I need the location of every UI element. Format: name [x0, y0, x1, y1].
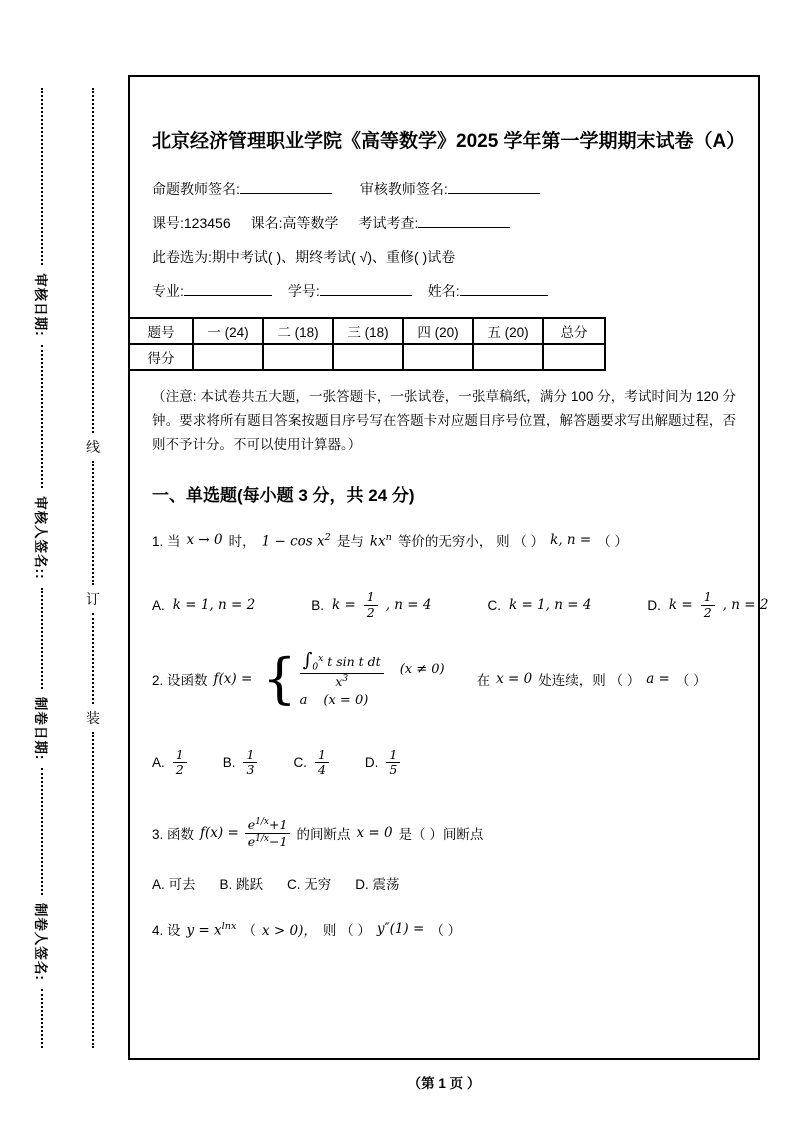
dotted-line: [41, 588, 43, 689]
q2-text: 在: [476, 672, 491, 688]
option-label: A.: [152, 754, 165, 770]
signature-strip-inner: [30, 88, 54, 1048]
dotted-line: [41, 768, 43, 895]
fraction-numerator: 1: [386, 748, 400, 763]
binding-char-ding: 订: [86, 591, 100, 608]
den-tail: −1: [269, 834, 288, 850]
q1-text: 时，: [228, 534, 256, 550]
binding-char-xian: 线: [86, 438, 100, 455]
exam-check-label: 考试考查:: [358, 214, 419, 231]
fraction-numerator: [245, 817, 291, 834]
reviewer-signature-label: 审核人签名::: [33, 496, 48, 580]
q4-text: （: [242, 923, 257, 939]
q4-text: （ ）: [430, 923, 462, 939]
q2-text: 2. 设函数: [152, 672, 208, 688]
q2-math: a =: [646, 670, 670, 687]
case-column: [300, 650, 445, 707]
page-footer: （第 1 页 ）: [407, 1076, 481, 1091]
dotted-line: [41, 989, 43, 1048]
q3-fx: f(x) =: [200, 825, 239, 842]
meta-line-signatures: [152, 179, 736, 199]
q4-math-base: y = x: [186, 922, 222, 939]
q1-text: （ ）: [597, 534, 628, 550]
fraction: [300, 650, 384, 689]
blank-line: [418, 215, 510, 228]
q2-math: x = 0: [496, 670, 533, 687]
q3-text: 是（ ）间断点: [398, 827, 484, 843]
reviewer-signature-label: 审核教师签名:: [359, 180, 448, 197]
option-label: C.: [487, 597, 501, 613]
option-math: k = 1, n = 2: [172, 597, 256, 614]
fraction-numerator: [300, 650, 384, 674]
score-header-cell: 一 (24): [193, 318, 263, 344]
q2-option-c: [293, 748, 328, 778]
fraction-numerator: 1: [243, 748, 257, 763]
blank-line: [460, 283, 548, 296]
q4-math: [187, 921, 237, 939]
dotted-line: [92, 613, 94, 704]
dotted-line: [41, 88, 43, 265]
score-empty-cell: [263, 344, 333, 370]
question-2: [152, 646, 736, 710]
fraction-denominator: [245, 834, 291, 850]
q1-math-base: kx: [369, 533, 386, 550]
meta-line-student: [152, 281, 736, 301]
score-header-cell: 题号: [129, 318, 193, 344]
option-math-pre: k =: [331, 597, 356, 614]
exam-paper: [128, 75, 769, 1060]
score-empty-cell: [193, 344, 263, 370]
fraction: [245, 817, 291, 849]
fraction-numerator: 1: [315, 748, 329, 763]
dotted-line: [92, 732, 94, 1048]
q1-math-sup: n: [385, 531, 392, 543]
fraction-denominator: 2: [366, 604, 375, 620]
integral-sign: ∫: [302, 650, 313, 672]
q1-math: x → 0: [186, 532, 223, 549]
integral-body: t sin t dt: [327, 654, 381, 670]
case-condition: (x ≠ 0): [399, 662, 445, 678]
fraction: [386, 748, 400, 778]
q2-text: （ ）: [675, 672, 707, 688]
dotted-line: [92, 88, 94, 433]
section-1-title: 一、单选题(每小题 3 分，共 24 分): [152, 486, 415, 506]
question-3: [152, 817, 736, 849]
fraction: [243, 748, 257, 778]
integral-upper: x: [318, 654, 324, 665]
den-sup: 1/x: [255, 833, 270, 844]
q1-text: 是与: [336, 534, 364, 550]
paper-title: 北京经济管理职业学院《高等数学》2025 学年第一学期期末试卷（A）: [152, 131, 746, 152]
fraction-denominator: 5: [389, 761, 398, 777]
fraction-denominator: [332, 674, 351, 690]
score-table: [128, 317, 606, 371]
proposer-signature-label: 命题教师签名:: [152, 180, 240, 197]
fraction-numerator: 1: [701, 590, 715, 605]
q4-math: y″(1) =: [376, 921, 425, 938]
course-name-label: 课名:高等数学: [250, 214, 339, 231]
score-empty-cell: [403, 344, 473, 370]
q2-option-d: [365, 748, 400, 778]
num-sup: 1/x: [255, 817, 270, 828]
q4-math-sup: lnx: [221, 920, 237, 932]
option-math-pre: k =: [668, 597, 693, 614]
q1-option-a: [152, 597, 255, 613]
q1-text: 1. 当: [152, 534, 181, 550]
q3-text: 的间断点: [296, 827, 351, 843]
dotted-line: [41, 345, 43, 488]
score-header-cell: 四 (20): [403, 318, 473, 344]
integral-lower: 0: [312, 662, 319, 673]
score-header-cell: 总分: [543, 318, 605, 344]
question-4: [152, 919, 736, 939]
q3-option-b: B. 跳跃: [219, 877, 264, 893]
q3-option-c: C. 无穷: [287, 877, 332, 893]
option-label: D.: [647, 597, 661, 613]
meta-line-exam-type: [152, 247, 736, 267]
q2-option-a: [152, 748, 187, 778]
option-math: k = 1, n = 4: [508, 597, 592, 614]
q4-text: 4. 设: [152, 923, 181, 939]
q1-math-sup: 2: [324, 531, 331, 543]
q4-math: x > 0)，: [262, 923, 317, 940]
score-header-cell: 二 (18): [263, 318, 333, 344]
score-empty-cell: [333, 344, 403, 370]
notice-paragraph: （注意: 本试卷共五大题，一张答题卡，一张试卷，一张草稿纸，满分 100 分，考试时间为 120 分钟。要求将所有题目答案按题目序号写在答题卡对应题目序号位置，解答题要求写出解题过程，否则不予计分。不可以使用计算器。）: [152, 388, 736, 453]
question-1: [152, 530, 736, 550]
q1-option-d: [647, 590, 768, 620]
student-id-label: 学号:: [287, 282, 320, 299]
blank-line: [240, 181, 332, 194]
q1-option-b: [311, 590, 431, 620]
made-date-label: 制卷日期:: [33, 696, 48, 761]
name-label: 姓名:: [427, 282, 460, 299]
option-label: B.: [222, 754, 236, 770]
fraction-numerator: 1: [173, 748, 187, 763]
option-label: C.: [293, 754, 307, 770]
fraction-numerator: 1: [364, 590, 378, 605]
left-brace: {: [262, 646, 297, 710]
q3-text: 3. 函数: [152, 827, 195, 843]
score-empty-cell: [473, 344, 543, 370]
q1-text: 等价的无穷小， 则 （ ）: [397, 534, 545, 550]
fraction-denominator: 4: [317, 761, 326, 777]
num-tail: +1: [269, 817, 288, 833]
q1-math: k, n =: [550, 532, 592, 549]
question-1-options: [152, 589, 769, 620]
q2-text: 处连续，则 （ ）: [538, 672, 641, 688]
dotted-line: [92, 461, 94, 585]
q3-option-a: A. 可去: [152, 877, 196, 893]
den-sup: 3: [342, 674, 349, 685]
exam-type-label: 此卷选为:期中考试( )、期终考试( √)、重修( )试卷: [152, 248, 456, 265]
score-label-cell: 得分: [129, 344, 193, 370]
case-row-1: [300, 650, 445, 689]
option-label: A.: [152, 597, 165, 613]
piecewise-function: [262, 646, 445, 710]
fraction-denominator: 2: [175, 761, 184, 777]
question-3-options: [152, 873, 736, 893]
score-empty-cell: [543, 344, 605, 370]
num-base: e: [247, 817, 256, 833]
q2-option-b: [223, 748, 258, 778]
blank-line: [320, 283, 412, 296]
fraction-denominator: 2: [703, 604, 712, 620]
major-label: 专业:: [152, 282, 184, 299]
score-table-header-row: [129, 318, 605, 344]
course-no-label: 课号:123456: [152, 214, 231, 231]
meta-line-course: [152, 213, 736, 233]
option-math-post: , n = 2: [722, 597, 769, 614]
signature-strip: [30, 88, 54, 1048]
option-math-post: , n = 4: [385, 597, 432, 614]
fraction: [701, 590, 715, 620]
q3-option-d: D. 震荡: [355, 877, 400, 893]
score-header-cell: 三 (18): [333, 318, 403, 344]
den-base: x: [335, 674, 343, 690]
case-condition: (x = 0): [323, 692, 369, 708]
binding-char-zhuang: 装: [86, 710, 100, 727]
case-value: a: [299, 692, 308, 708]
q4-text: 则 （ ）: [322, 923, 371, 939]
blank-line: [184, 283, 272, 296]
score-table-score-row: [129, 344, 605, 370]
blank-line: [448, 181, 540, 194]
den-base: e: [247, 834, 256, 850]
binding-line: [84, 88, 102, 1048]
fraction-denominator: 3: [246, 761, 255, 777]
score-header-cell: 五 (20): [473, 318, 543, 344]
fraction: [315, 748, 329, 778]
maker-signature-label: 制卷人签名:: [33, 902, 48, 981]
review-date-label: 审核日期:: [33, 273, 48, 337]
q1-option-c: [487, 597, 591, 613]
q1-math-base: 1 − cos x: [261, 533, 325, 550]
fraction: [364, 590, 378, 620]
case-row-2: [300, 693, 445, 708]
q1-math: [370, 532, 392, 550]
q2-fx: f(x) =: [213, 670, 253, 687]
option-label: D.: [364, 754, 379, 770]
q3-math: x = 0: [356, 825, 393, 842]
question-2-options: [152, 748, 736, 778]
fraction: [173, 748, 187, 778]
option-label: B.: [311, 597, 324, 613]
q1-math: [262, 532, 331, 550]
